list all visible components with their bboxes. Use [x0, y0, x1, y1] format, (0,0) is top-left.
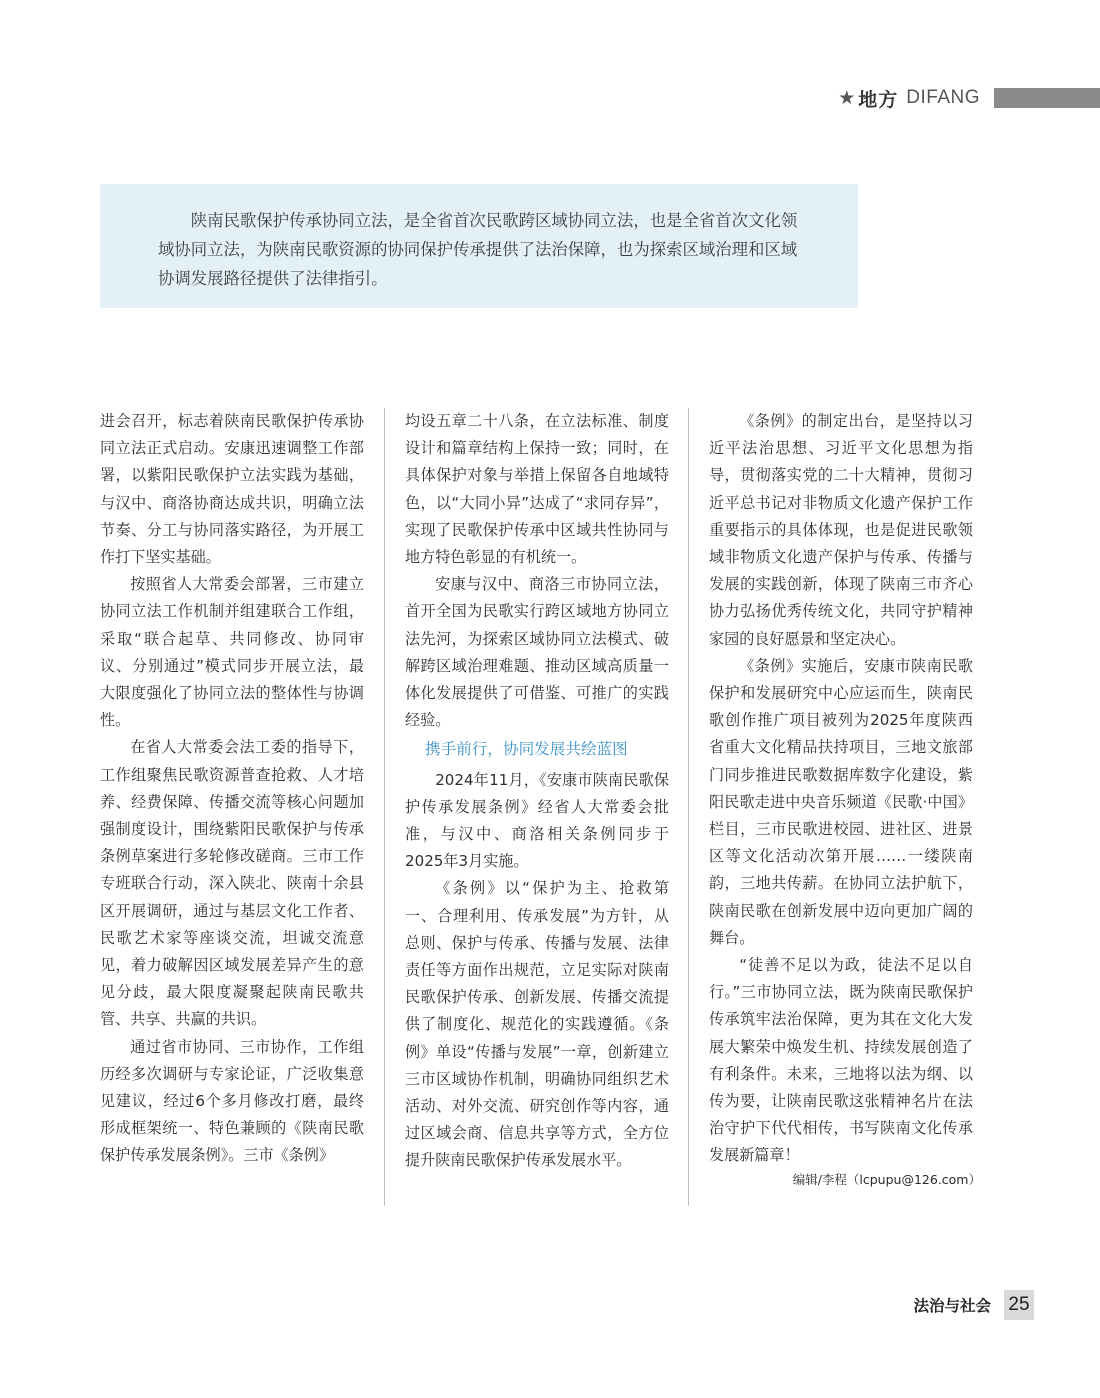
paragraph: 通过省市协同、三市协作，工作组历经多次调研与专家论证，广泛收集意见建议，经过6个多月修改打磨，最终形成框架统一、特色兼顾的《陕南民歌保护传承发展条例》。三市《条例》: [100, 1037, 364, 1165]
section-title-latin: DIFANG: [906, 87, 980, 108]
page-footer: [913, 1290, 1034, 1320]
paragraph: 《条例》的制定出台，是坚持以习近平法治思想、习近平文化思想为指导，贯彻落实党的二十大精神，贯彻习近平总书记对非物质文化遗产保护工作重要指示的具体体现，也是促进民歌领域非物质文化遗产保护与传承、传播与发展的实践创新，体现了陕南三市齐心协力弘扬优秀传统文化，共同守护精神家园的良好愿景和坚定决心。: [709, 412, 973, 648]
column-3: [709, 408, 981, 1189]
editor-credit: 编辑/李程（lcpupu@126.com）: [792, 1171, 981, 1187]
paragraph: 安康与汉中、商洛三市协同立法，首开全国为民歌实行跨区域地方协同立法先河，为探索区域协同立法模式、破解跨区域治理难题、推动区域高质量一体化发展提供了可借鉴、可推广的实践经验。: [405, 575, 669, 730]
paragraph: 《条例》以“保护为主、抢救第一、合理利用、传承发展”为方针，从总则、保护与传承、传播与发展、法律责任等方面作出规范，立足实际对陕南民歌保护传承、创新发展、传播交流提供了制度化、规范化的实践遵循。《条例》单设“传播与发展”一章，创新建立三市区域协作机制，明确协同组织艺术活动、对外交流、研究创作等内容，通过区域会商、信息共享等方式，全方位提升陕南民歌保护传承发展水平。: [405, 879, 669, 1170]
column-divider: [384, 408, 385, 1206]
paragraph: 在省人大常委会法工委的指导下，工作组聚焦民歌资源普查抢救、人才培养、经费保障、传播交流等核心问题加强制度设计，围绕紫阳民歌保护与传承条例草案进行多轮修改磋商。三市工作专班联合行动，深入陕北、陕南十余县区开展调研，通过与基层文化工作者、民歌艺术家等座谈交流，坦诚交流意见，着力破解因区域发展差异产生的意见分歧，最大限度凝聚起陕南民歌共管、共享、共赢的共识。: [100, 738, 364, 1029]
paragraph: 均设五章二十八条，在立法标准、制度设计和篇章结构上保持一致；同时，在具体保护对象与举措上保留各自地域特色，以“大同小异”达成了“求同存异”，实现了民歌保护传承中区域共性协同与地方特色彰显的有机统一。: [405, 412, 669, 567]
star-icon: ★: [838, 87, 856, 109]
column-2: [405, 408, 669, 1175]
paragraph: 按照省人大常委会部署，三市建立协同立法工作机制并组建联合工作组，采取“联合起草、共同修改、协同审议、分别通过”模式同步开展立法，最大限度强化了协同立法的整体性与协调性。: [100, 575, 364, 730]
magazine-name: 法治与社会: [913, 1297, 991, 1315]
section-header: [838, 86, 1100, 110]
section-title: 地方: [858, 88, 899, 111]
page-number: 25: [1004, 1290, 1034, 1320]
abstract-text: 陕南民歌保护传承协同立法，是全省首次民歌跨区域协同立法，也是全省首次文化领域协同立法，为陕南民歌资源的协同保护传承提供了法治保障，也为探索区域治理和区域协调发展路径提供了法律指引。: [158, 211, 798, 288]
column-divider: [688, 408, 689, 1206]
article-body: [100, 408, 981, 1208]
paragraph: 2024年11月，《安康市陕南民歌保护传承发展条例》经省人大常委会批准，与汉中、商洛相关条例同步于2025年3月实施。: [405, 770, 669, 871]
column-1: [100, 408, 364, 1170]
header-bar: [994, 88, 1100, 108]
section-subheading: 携手前行，协同发展共绘蓝图: [425, 740, 628, 759]
paragraph: 进会召开，标志着陕南民歌保护传承协同立法正式启动。安康迅速调整工作部署，以紫阳民歌保护立法实践为基础，与汉中、商洛协商达成共识，明确立法节奏、分工与协同落实路径，为开展工作打下坚实基础。: [100, 412, 364, 567]
abstract-box: [100, 184, 858, 308]
paragraph: 《条例》实施后，安康市陕南民歌保护和发展研究中心应运而生，陕南民歌创作推广项目被列为2025年度陕西省重大文化精品扶持项目，三地文旅部门同步推进民歌数据库数字化建设，紫阳民歌走进中央音乐频道《民歌·中国》栏目，三市民歌进校园、进社区、进景区等文化活动次第开展……一缕陕南韵，三地共传薪。在协同立法护航下，陕南民歌在创新发展中迈向更加广阔的舞台。: [709, 656, 973, 947]
paragraph: “徒善不足以为政，徒法不足以自行。”三市协同立法，既为陕南民歌保护传承筑牢法治保障，更为其在文化大发展大繁荣中焕发生机、持续发展创造了有利条件。未来，三地将以法为纲、以传为要，让陕南民歌这张精神名片在法治守护下代代相传，书写陕南文化传承发展新篇章！: [709, 956, 973, 1165]
